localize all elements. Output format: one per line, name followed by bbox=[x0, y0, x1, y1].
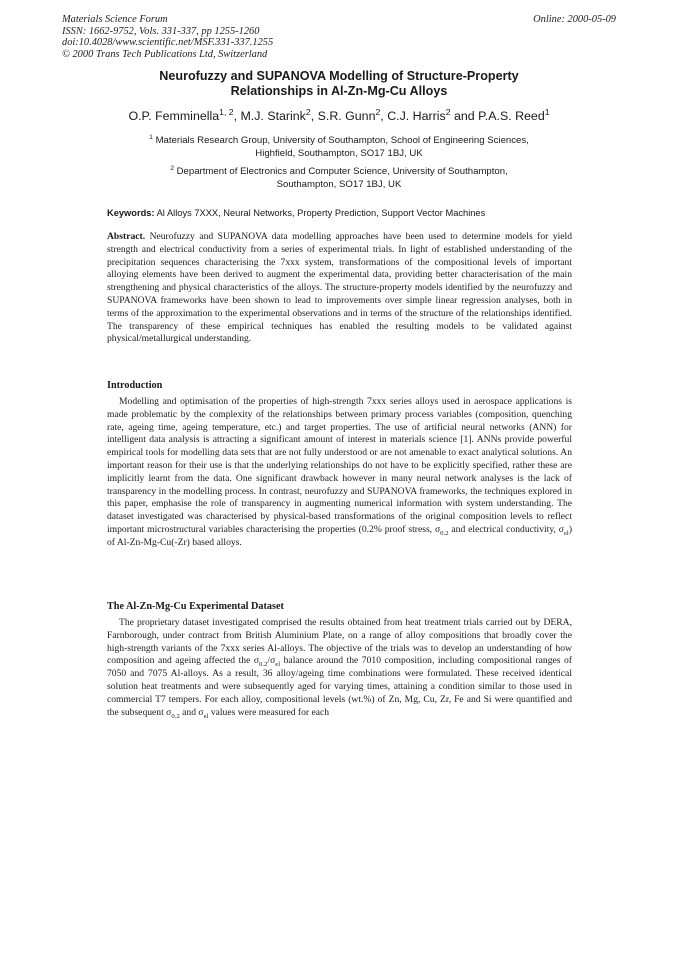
online-date: Online: 2000-05-09 bbox=[533, 14, 616, 25]
subscript: el bbox=[203, 712, 209, 720]
issn-line: ISSN: 1662-9752, Vols. 331-337, pp 1255-1260 bbox=[62, 25, 260, 37]
doi-line[interactable]: doi:10.4028/www.scientific.net/MSF.331-337.1255 bbox=[62, 37, 274, 49]
subscript: 0.2 bbox=[259, 661, 268, 669]
keywords-text: Al Alloys 7XXX, Neural Networks, Property Prediction, Support Vector Machines bbox=[156, 208, 486, 218]
introduction-heading: Introduction bbox=[107, 380, 163, 391]
subscript: 0.2 bbox=[440, 529, 449, 537]
intro-text: Modelling and optimisation of the properties of high-strength 7xxx series alloys used in aerospace applications is made problematic by the complexity of the relationships between primary process variables (composition, quenching rate, ageing time, ageing temperature, etc.) and target properties. The use of artificial neural networks (ANN) for intelligent data analysis is attracting a significant amount of interest in materials science [1]. ANNs provide powerful empirical tools for modelling data sets that are not fully understood or are not amenable to exact analytical solutions. An important reason for their use is that the underlying relationships do not have to be explicitly specified, rather these are implicitly learnt from the data. One significant drawback however in many neural network analyses is the lack of transparency in the modelling process. In contrast, neurofuzzy and SUPANOVA frameworks, the techniques explored in this paper, emphasise the role of transparency in augmenting numerical information with system understanding. The dataset investigated was characterised by physical-based transformations of the original composition levels to reflect important microstructural variables characterising the properties (0.2% proof stress, bbox=[107, 396, 572, 535]
keywords bbox=[107, 208, 572, 218]
abstract-label: Abstract. bbox=[107, 231, 146, 242]
subscript: el bbox=[563, 529, 569, 537]
affiliation-2 bbox=[90, 166, 588, 191]
affiliation-line: Highfield, Southampton, SO17 1BJ, UK bbox=[255, 147, 423, 159]
author-name: P.A.S. Reed bbox=[478, 109, 545, 123]
subscript: 0.2 bbox=[171, 712, 180, 720]
author-name: S.R. Gunn bbox=[317, 109, 376, 123]
sigma-symbol: σ bbox=[434, 523, 441, 535]
slash: / bbox=[267, 655, 271, 667]
affiliation-number: 1 bbox=[149, 133, 153, 141]
title-line-1: Neurofuzzy and SUPANOVA Modelling of Structure-Property bbox=[159, 69, 519, 83]
affiliation-number: 2 bbox=[170, 164, 174, 172]
dataset-paragraph bbox=[107, 617, 572, 719]
author-name: C.J. Harris bbox=[387, 109, 446, 123]
sigma-symbol: σ bbox=[270, 655, 276, 667]
title-line-2: Relationships in Al-Zn-Mg-Cu Alloys bbox=[230, 83, 448, 98]
dataset-text: The proprietary dataset investigated comprised the results obtained from heat treatment trials carried out by DERA, Farnborough, under contract from British Aluminium Plate, on a range of alloy compositions that broadly cover the high-strength variants of the 7xxx series Al-alloys. The objective of the trials was to develop an understanding of how composition and ageing affected the bbox=[107, 617, 572, 667]
sigma-symbol: σ bbox=[253, 655, 260, 667]
copyright-line: © 2000 Trans Tech Publications Ltd, Switzerland bbox=[62, 48, 268, 60]
author-affiliation-mark: 2 bbox=[445, 106, 451, 117]
author-conjunction: and bbox=[453, 109, 475, 123]
paper-title bbox=[90, 69, 588, 98]
author-affiliation-mark: 2 bbox=[305, 106, 311, 117]
dataset-text: and bbox=[179, 706, 199, 718]
affiliation-line: Materials Research Group, University of Southampton, School of Engineering Sciences, bbox=[155, 135, 529, 146]
intro-text: ) of Al-Zn-Mg-Cu(-Zr) based alloys. bbox=[107, 523, 573, 548]
keywords-label: Keywords: bbox=[107, 208, 155, 218]
journal-header bbox=[62, 14, 273, 60]
author-name: O.P. Femminella bbox=[128, 109, 220, 123]
sigma-symbol: σ bbox=[166, 706, 172, 718]
affiliation-line: Southampton, SO17 1BJ, UK bbox=[276, 178, 402, 190]
dataset-text: values were measured for each bbox=[208, 706, 330, 718]
abstract bbox=[107, 231, 572, 346]
affiliation-1 bbox=[90, 135, 588, 160]
journal-name: Materials Science Forum bbox=[62, 14, 168, 25]
dataset-text: balance around the 7010 composition, including compositional ranges of 7050 and 7075 Al-alloys. As a result, 36 alloy/ageing time combinations were formulated. These received identical solution heat treatments and were subsequently aged for varying times, attaining a condition similar to those used in commercial T7 tempers. For each alloy, compositional levels (wt.%) of Zn, Mg, Cu, Zr, Fe and Si were quantified and the subsequent bbox=[107, 655, 572, 718]
author-list: O.P. Femminella$^{1, 2}$, M.J. Starink$^2$, S.R. Gunn$^2$, C.J. Harris$^2$ and P.A.S. Reed$^1$ bbox=[128, 106, 550, 123]
sigma-symbol: σ bbox=[558, 523, 564, 535]
intro-text: and electrical conductivity, bbox=[448, 523, 559, 535]
affiliation-line: Department of Electronics and Computer Science, University of Southampton, bbox=[176, 166, 508, 177]
author-affiliation-mark: 1 bbox=[544, 106, 550, 117]
dataset-heading: The Al-Zn-Mg-Cu Experimental Dataset bbox=[107, 601, 284, 612]
introduction-paragraph bbox=[107, 396, 572, 550]
subscript: el bbox=[275, 661, 281, 669]
abstract-text: Neurofuzzy and SUPANOVA data modelling approaches have been used to determine models for yield strength and electrical conductivity from a series of experimental trials. In light of established understanding of the precipitation sequences characterising the 7xxx system, transformations of the compositional levels of important alloying elements have been derived to augment the experimental data, providing better characterisation of the main strengthening and physical characteristics of the alloys. The structure-property models identified by the neurofuzzy and SUPANOVA frameworks have been shown to lead to improvements over simple linear regression analyses, both in terms of the approximation to the experimental observations and in terms of the structure of the relationships identified. The transparency of these empirical techniques has enabled the resulting models to be validated against physical/metallurgical understanding. bbox=[107, 231, 572, 345]
author-affiliation-mark: 2 bbox=[375, 106, 381, 117]
author-affiliation-mark: 1, 2 bbox=[219, 106, 234, 117]
sigma-symbol: σ bbox=[198, 706, 204, 718]
author-name: M.J. Starink bbox=[240, 109, 306, 123]
